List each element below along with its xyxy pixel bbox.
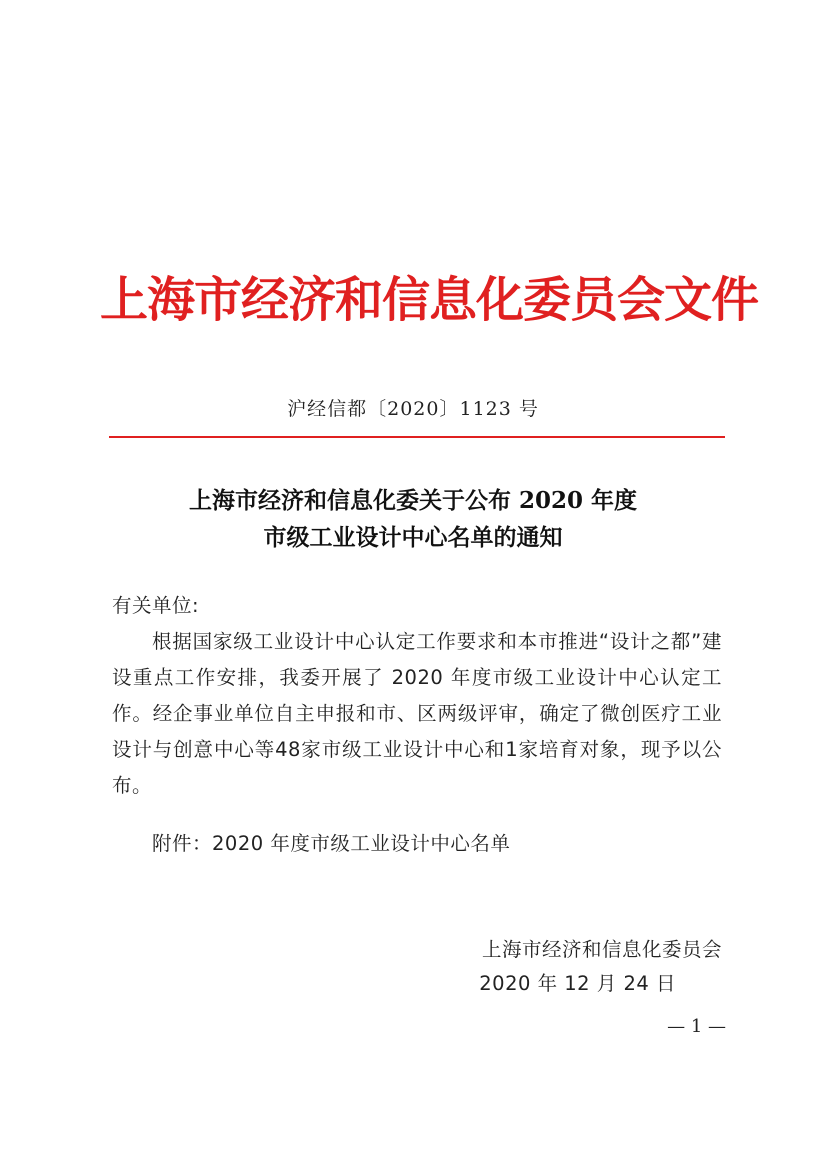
attachment-reference: 附件：2020 年度市级工业设计中心名单 [152, 832, 511, 855]
notice-title-line1: 上海市经济和信息化委关于公布 2020 年度 [188, 487, 638, 514]
document-number: 沪经信都〔2020〕1123 号 [287, 398, 539, 420]
body-paragraph: 根据国家级工业设计中心认定工作要求和本市推进“设计之都”建设重点工作安排，我委开展了 2020 年度市级工业设计中心认定工作。经企事业单位自主申报和市、区两级评审，确定了微创医疗工业设计与创意中心等48家市级工业设计中心和1家培育对象，现予以公布。 [112, 630, 722, 797]
issuing-authority-title: 上海市经济和信息化委员会文件 [100, 272, 759, 328]
signature-organization: 上海市经济和信息化委员会 [481, 938, 722, 961]
red-divider-line [109, 436, 725, 438]
notice-title-line2: 市级工业设计中心名单的通知 [263, 524, 563, 551]
page-number: — 1 — [667, 1016, 726, 1037]
salutation: 有关单位: [112, 594, 200, 617]
notice-title [100, 482, 726, 556]
signature-date: 2020 年 12 月 24 日 [479, 972, 676, 995]
